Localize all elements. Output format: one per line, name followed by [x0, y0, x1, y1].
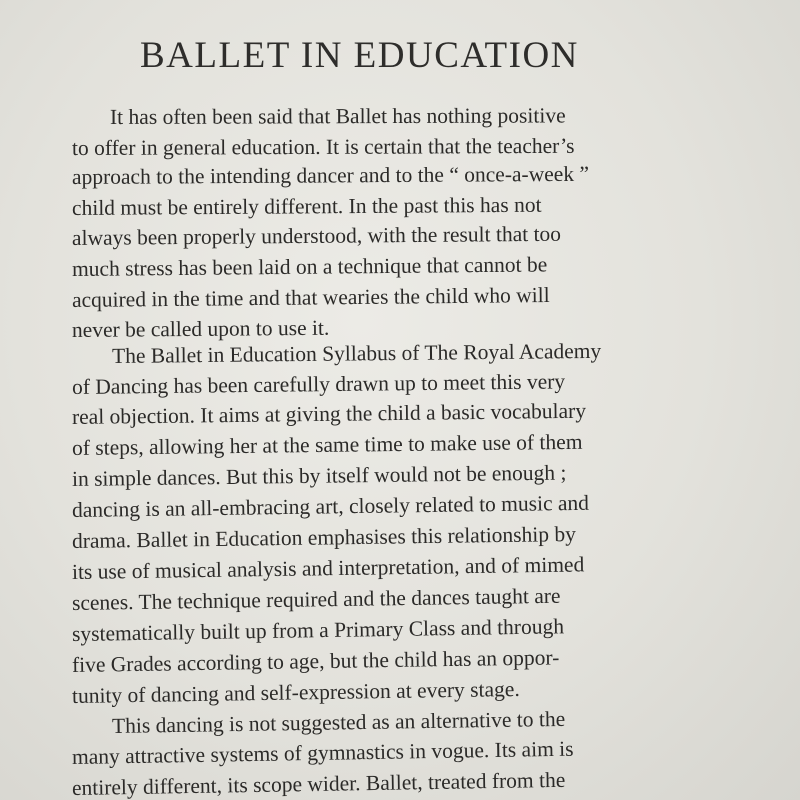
text-line: child must be entirely different. In the past this has not [71, 192, 542, 220]
text-line: scenes. The technique required and the dances taught are [71, 583, 561, 615]
text-line: systematically built up from a Primary Class and through [71, 614, 565, 646]
text-line: many attractive systems of gymnastics in vogue. Its aim is [71, 736, 574, 769]
text-line: tunity of dancing and self-expression at every stage. [71, 676, 520, 708]
text-line: approach to the intending dancer and to the “ once-a-week ” [71, 161, 590, 189]
text-line: to offer in general education. It is certain that the teacher’s [71, 133, 575, 160]
text-line: its use of musical analysis and interpretation, and of mimed [71, 552, 585, 584]
text-line: It has often been said that Ballet has nothing positive [109, 103, 566, 129]
text-line: acquired in the time and that wearies the child who will [71, 282, 550, 312]
text-line: real objection. It aims at giving the child a basic vocabulary [71, 398, 587, 429]
page-title: BALLET IN EDUCATION [140, 35, 579, 76]
text-line: of steps, allowing her at the same time to make use of them [71, 429, 583, 460]
text-line: in simple dances. But this by itself would not be enough ; [71, 460, 567, 491]
text-line: drama. Ballet in Education emphasises this relationship by [71, 521, 577, 553]
text-line: never be called upon to use it. [71, 315, 330, 342]
text-line: five Grades according to age, but the child has an oppor- [71, 645, 560, 677]
text-line: The Ballet in Education Syllabus of The Royal Academy [111, 338, 602, 368]
text-line: entirely different, its scope wider. Ballet, treated from the [71, 767, 566, 800]
text-line: much stress has been laid on a technique that cannot be [71, 252, 548, 281]
text-line: of Dancing has been carefully drawn up to meet this very [71, 369, 566, 399]
text-line: dancing is an all-embracing art, closely related to music and [71, 490, 590, 522]
text-line: This dancing is not suggested as an alternative to the [111, 706, 566, 738]
text-line: always been properly understood, with the result that too [71, 221, 562, 250]
